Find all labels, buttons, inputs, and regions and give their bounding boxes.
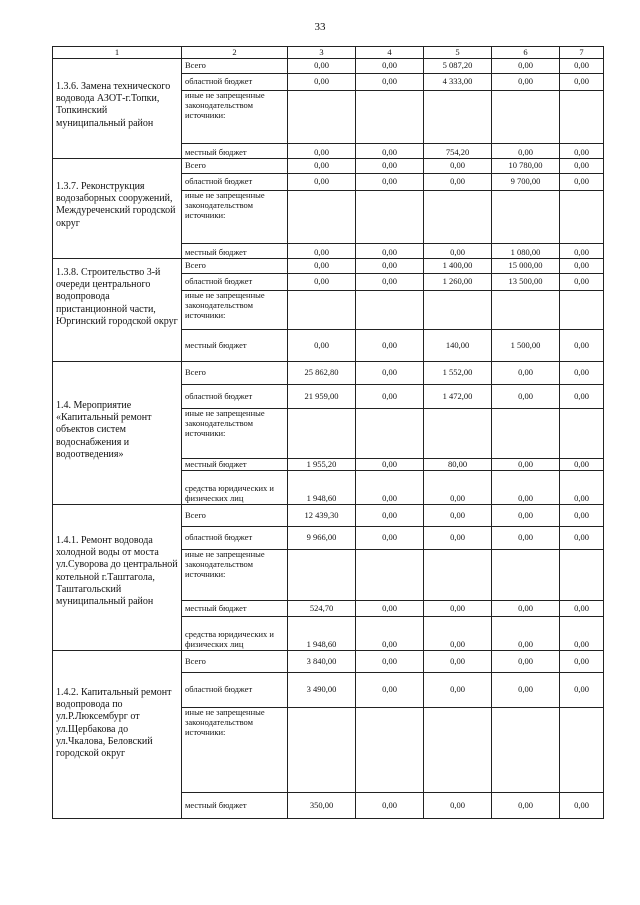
header-cell: 5: [424, 47, 492, 59]
amount-cell: 0,00: [560, 385, 604, 409]
amount-cell: 0,00: [356, 362, 424, 385]
amount-cell: 1 400,00: [424, 259, 492, 274]
amount-cell: 350,00: [288, 793, 356, 819]
amount-cell: 1 948,60: [288, 471, 356, 505]
funding-source: областной бюджет: [182, 274, 288, 291]
amount-cell: [424, 409, 492, 459]
amount-cell: 0,00: [492, 459, 560, 471]
funding-source: иные не запрещенные законодательством источники:: [182, 91, 288, 144]
amount-cell: 0,00: [492, 385, 560, 409]
amount-cell: 0,00: [356, 601, 424, 617]
amount-cell: [560, 708, 604, 793]
amount-cell: 0,00: [560, 527, 604, 550]
amount-cell: 0,00: [288, 330, 356, 362]
measure-title: 1.4.2. Капитальный ремонт водопровода по ул.Р.Люксембург от ул.Щербакова до ул.Чкалова, Беловский городской округ: [53, 651, 182, 819]
amount-cell: [492, 708, 560, 793]
amount-cell: 15 000,00: [492, 259, 560, 274]
amount-cell: 9 966,00: [288, 527, 356, 550]
amount-cell: 0,00: [560, 505, 604, 527]
funding-source: местный бюджет: [182, 144, 288, 159]
amount-cell: [424, 291, 492, 330]
amount-cell: [424, 191, 492, 244]
funding-source: местный бюджет: [182, 459, 288, 471]
funding-source: Всего: [182, 259, 288, 274]
amount-cell: [560, 550, 604, 601]
amount-cell: 0,00: [288, 74, 356, 91]
funding-source: иные не запрещенные законодательством источники:: [182, 409, 288, 459]
funding-source: Всего: [182, 362, 288, 385]
amount-cell: 0,00: [492, 59, 560, 74]
amount-cell: 80,00: [424, 459, 492, 471]
amount-cell: 0,00: [356, 274, 424, 291]
amount-cell: 0,00: [288, 259, 356, 274]
amount-cell: 9 700,00: [492, 174, 560, 191]
amount-cell: 0,00: [356, 144, 424, 159]
amount-cell: 0,00: [424, 601, 492, 617]
amount-cell: 3 840,00: [288, 651, 356, 673]
amount-cell: 0,00: [492, 651, 560, 673]
amount-cell: [356, 550, 424, 601]
amount-cell: 0,00: [560, 59, 604, 74]
amount-cell: 0,00: [424, 159, 492, 174]
amount-cell: 0,00: [356, 471, 424, 505]
funding-source: иные не запрещенные законодательством источники:: [182, 708, 288, 793]
amount-cell: 0,00: [492, 144, 560, 159]
amount-cell: 524,70: [288, 601, 356, 617]
amount-cell: 0,00: [560, 651, 604, 673]
amount-cell: [288, 91, 356, 144]
amount-cell: 0,00: [560, 330, 604, 362]
amount-cell: 0,00: [560, 601, 604, 617]
amount-cell: 0,00: [288, 159, 356, 174]
funding-source: местный бюджет: [182, 330, 288, 362]
amount-cell: 0,00: [356, 673, 424, 708]
amount-cell: [288, 291, 356, 330]
amount-cell: 0,00: [492, 793, 560, 819]
amount-cell: [492, 409, 560, 459]
amount-cell: 21 959,00: [288, 385, 356, 409]
amount-cell: 0,00: [356, 793, 424, 819]
amount-cell: 0,00: [492, 527, 560, 550]
funding-source: иные не запрещенные законодательством источники:: [182, 191, 288, 244]
amount-cell: 0,00: [560, 362, 604, 385]
amount-cell: 1 080,00: [492, 244, 560, 259]
amount-cell: 0,00: [424, 527, 492, 550]
amount-cell: 0,00: [288, 274, 356, 291]
amount-cell: [356, 708, 424, 793]
budget-table: [52, 46, 604, 819]
amount-cell: 0,00: [424, 673, 492, 708]
table-row: [53, 159, 604, 174]
amount-cell: 0,00: [356, 330, 424, 362]
amount-cell: [288, 191, 356, 244]
amount-cell: 0,00: [560, 617, 604, 651]
amount-cell: 0,00: [560, 259, 604, 274]
amount-cell: 25 862,80: [288, 362, 356, 385]
measure-title: 1.4.1. Ремонт водовода холодной воды от моста ул.Суворова до центральной котельной г.Таштагола, Таштагольский муниципальный район: [53, 505, 182, 651]
header-cell: 4: [356, 47, 424, 59]
amount-cell: 0,00: [288, 59, 356, 74]
funding-source: средства юридических и физических лиц: [182, 617, 288, 651]
amount-cell: 0,00: [560, 144, 604, 159]
page-number: 33: [314, 21, 326, 33]
amount-cell: 0,00: [356, 459, 424, 471]
amount-cell: 140,00: [424, 330, 492, 362]
amount-cell: 0,00: [356, 59, 424, 74]
amount-cell: 0,00: [492, 471, 560, 505]
header-row: [53, 47, 604, 59]
amount-cell: 0,00: [356, 385, 424, 409]
amount-cell: 1 552,00: [424, 362, 492, 385]
amount-cell: 754,20: [424, 144, 492, 159]
measure-title: 1.3.8. Строительство 3-й очереди центрального водопровода пристанционной части, Юргинский городской округ: [53, 259, 182, 362]
amount-cell: 0,00: [560, 74, 604, 91]
amount-cell: 5 087,20: [424, 59, 492, 74]
amount-cell: 1 948,60: [288, 617, 356, 651]
funding-source: областной бюджет: [182, 527, 288, 550]
amount-cell: [492, 91, 560, 144]
measure-title: 1.3.7. Реконструкция водозаборных сооружений, Междуреченский городской округ: [53, 159, 182, 259]
amount-cell: 3 490,00: [288, 673, 356, 708]
amount-cell: 0,00: [356, 259, 424, 274]
funding-source: средства юридических и физических лиц: [182, 471, 288, 505]
amount-cell: [424, 708, 492, 793]
amount-cell: 0,00: [492, 74, 560, 91]
table-row: [53, 259, 604, 274]
funding-source: местный бюджет: [182, 601, 288, 617]
amount-cell: [492, 291, 560, 330]
measure-title: 1.3.6. Замена технического водовода АЗОТ-г.Топки, Топкинский муниципальный район: [53, 59, 182, 159]
amount-cell: 0,00: [424, 651, 492, 673]
amount-cell: 1 955,20: [288, 459, 356, 471]
measure-title: 1.4. Мероприятие «Капитальный ремонт объектов систем водоснабжения и водоотведения»: [53, 362, 182, 505]
amount-cell: 0,00: [424, 505, 492, 527]
amount-cell: [560, 191, 604, 244]
amount-cell: 0,00: [424, 174, 492, 191]
amount-cell: 0,00: [560, 244, 604, 259]
amount-cell: [356, 191, 424, 244]
header-cell: 3: [288, 47, 356, 59]
funding-source: местный бюджет: [182, 793, 288, 819]
amount-cell: 0,00: [356, 159, 424, 174]
table-row: [53, 651, 604, 673]
table-row: [53, 362, 604, 385]
amount-cell: 1 500,00: [492, 330, 560, 362]
amount-cell: 0,00: [492, 601, 560, 617]
amount-cell: 0,00: [492, 617, 560, 651]
amount-cell: 4 333,00: [424, 74, 492, 91]
amount-cell: 0,00: [288, 174, 356, 191]
header-cell: 2: [182, 47, 288, 59]
amount-cell: [560, 291, 604, 330]
header-cell: 1: [53, 47, 182, 59]
funding-source: Всего: [182, 59, 288, 74]
amount-cell: 0,00: [424, 471, 492, 505]
amount-cell: [492, 191, 560, 244]
table-row: [53, 505, 604, 527]
amount-cell: 0,00: [492, 673, 560, 708]
amount-cell: 1 260,00: [424, 274, 492, 291]
amount-cell: [492, 550, 560, 601]
amount-cell: [560, 409, 604, 459]
header-cell: 6: [492, 47, 560, 59]
amount-cell: [356, 291, 424, 330]
amount-cell: 0,00: [560, 274, 604, 291]
funding-source: областной бюджет: [182, 74, 288, 91]
amount-cell: 0,00: [356, 617, 424, 651]
funding-source: Всего: [182, 505, 288, 527]
amount-cell: 0,00: [560, 673, 604, 708]
amount-cell: [560, 91, 604, 144]
amount-cell: 0,00: [356, 174, 424, 191]
amount-cell: 0,00: [424, 617, 492, 651]
amount-cell: 0,00: [356, 651, 424, 673]
amount-cell: 0,00: [356, 505, 424, 527]
amount-cell: 0,00: [560, 793, 604, 819]
amount-cell: [424, 91, 492, 144]
funding-source: областной бюджет: [182, 673, 288, 708]
funding-source: иные не запрещенные законодательством источники:: [182, 550, 288, 601]
amount-cell: [356, 91, 424, 144]
funding-source: Всего: [182, 651, 288, 673]
amount-cell: 0,00: [560, 159, 604, 174]
amount-cell: 0,00: [424, 793, 492, 819]
table-body: [53, 59, 604, 819]
amount-cell: 0,00: [356, 244, 424, 259]
amount-cell: 0,00: [424, 244, 492, 259]
funding-source: областной бюджет: [182, 174, 288, 191]
amount-cell: 0,00: [356, 527, 424, 550]
amount-cell: 0,00: [560, 471, 604, 505]
amount-cell: 0,00: [492, 505, 560, 527]
amount-cell: 0,00: [560, 459, 604, 471]
funding-source: иные не запрещенные законодательством источники:: [182, 291, 288, 330]
amount-cell: [424, 550, 492, 601]
amount-cell: 0,00: [356, 74, 424, 91]
amount-cell: [288, 409, 356, 459]
amount-cell: 0,00: [560, 174, 604, 191]
amount-cell: 0,00: [288, 144, 356, 159]
amount-cell: 13 500,00: [492, 274, 560, 291]
amount-cell: 1 472,00: [424, 385, 492, 409]
amount-cell: 0,00: [288, 244, 356, 259]
amount-cell: 10 780,00: [492, 159, 560, 174]
amount-cell: 12 439,30: [288, 505, 356, 527]
amount-cell: [356, 409, 424, 459]
amount-cell: 0,00: [492, 362, 560, 385]
funding-source: Всего: [182, 159, 288, 174]
table-row: [53, 59, 604, 74]
header-cell: 7: [560, 47, 604, 59]
amount-cell: [288, 708, 356, 793]
amount-cell: [288, 550, 356, 601]
funding-source: местный бюджет: [182, 244, 288, 259]
funding-source: областной бюджет: [182, 385, 288, 409]
